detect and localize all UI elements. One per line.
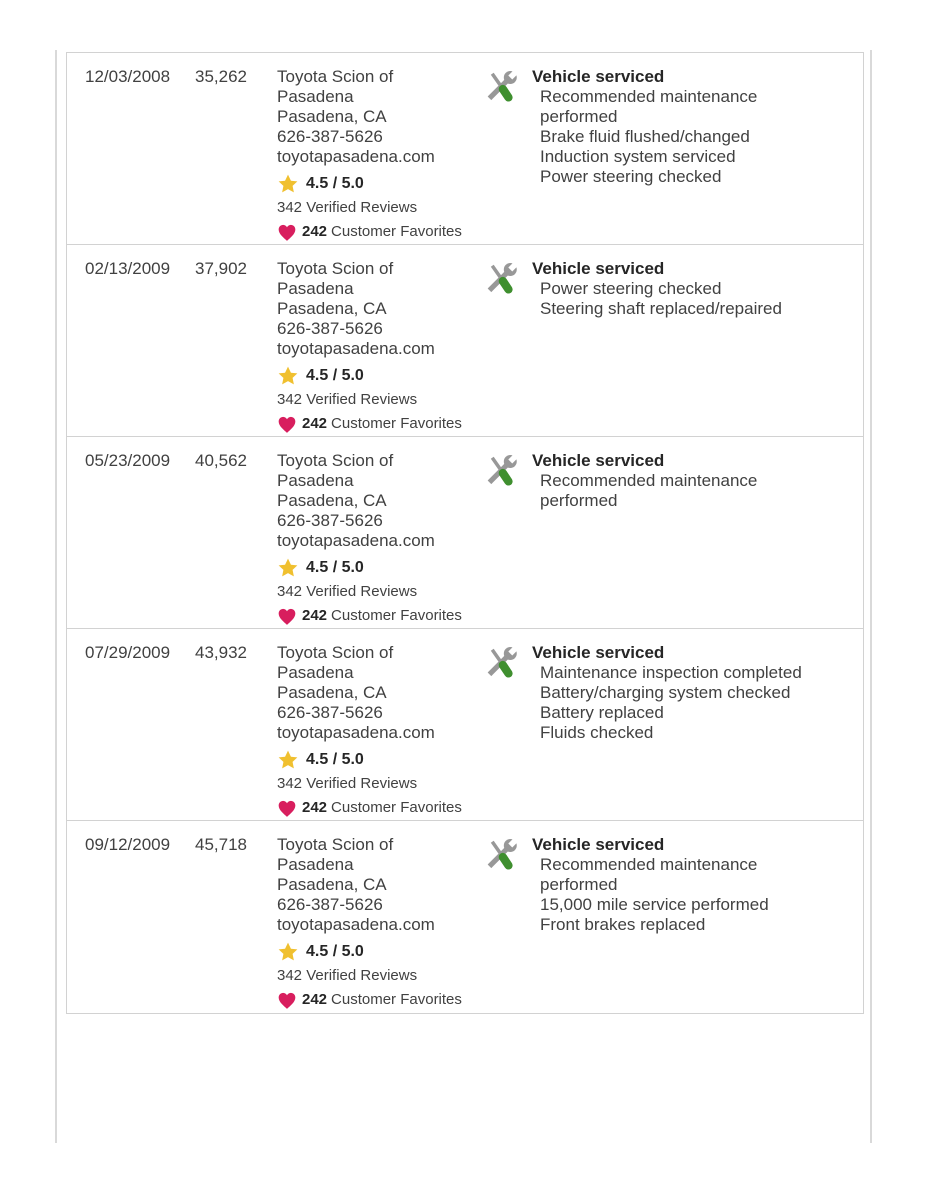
service-title: Vehicle serviced: [532, 451, 665, 470]
service-detail-item: Battery/charging system checked: [540, 683, 791, 702]
service-record-row: [67, 821, 863, 1013]
record-date: 12/03/2008: [85, 67, 171, 86]
dealer-info: [277, 643, 469, 820]
customer-favorites: [277, 797, 469, 819]
service-detail-item: Recommended maintenance performed: [540, 87, 758, 126]
service-detail-item: Battery replaced: [540, 703, 664, 722]
record-mileage: 35,262: [195, 67, 247, 86]
dealer-rating: [277, 556, 469, 580]
star-icon: [277, 557, 299, 579]
service-title: Vehicle serviced: [532, 67, 665, 86]
dealer-name: Toyota Scion of Pasadena: [277, 643, 394, 682]
favorites-label: Customer Favorites: [331, 607, 462, 624]
service-record-row: [67, 437, 863, 629]
dealer-name: Toyota Scion of Pasadena: [277, 67, 394, 106]
record-mileage: 40,562: [195, 451, 247, 470]
service-detail-item: Induction system serviced: [540, 147, 736, 166]
service-history-section: [55, 50, 872, 1143]
service-details: [483, 835, 863, 1013]
service-records-table: [66, 52, 864, 1014]
record-date: 05/23/2009: [85, 451, 171, 470]
service-detail-item: Recommended maintenance performed: [540, 855, 758, 894]
service-title: Vehicle serviced: [532, 643, 665, 662]
service-record-row: [67, 53, 863, 245]
star-icon: [277, 941, 299, 963]
dealer-website-link[interactable]: toyotapasadena.com: [277, 723, 435, 742]
service-title: Vehicle serviced: [532, 259, 665, 278]
service-detail-item: Fluids checked: [540, 723, 654, 742]
rating-value: 4.5 / 5.0: [306, 367, 364, 384]
dealer-rating: [277, 748, 469, 772]
dealer-phone: 626-387-5626: [277, 319, 383, 338]
heart-icon: [277, 415, 297, 434]
wrench-screwdriver-icon: [483, 833, 520, 870]
verified-reviews: 342 Verified Reviews: [277, 199, 418, 216]
favorites-label: Customer Favorites: [331, 223, 462, 240]
favorites-label: Customer Favorites: [331, 991, 462, 1008]
service-details: [483, 643, 863, 820]
dealer-rating: [277, 172, 469, 196]
record-date: 09/12/2009: [85, 835, 171, 854]
dealer-phone: 626-387-5626: [277, 511, 383, 530]
service-title: Vehicle serviced: [532, 835, 665, 854]
service-detail-item: Steering shaft replaced/repaired: [540, 299, 782, 318]
favorites-count: 242: [302, 991, 328, 1008]
record-mileage: 45,718: [195, 835, 247, 854]
rating-value: 4.5 / 5.0: [306, 943, 364, 960]
record-mileage: 43,932: [195, 643, 247, 662]
favorites-count: 242: [302, 607, 328, 624]
rating-value: 4.5 / 5.0: [306, 559, 364, 576]
wrench-screwdriver-icon: [483, 449, 520, 486]
wrench-screwdriver-icon: [483, 65, 520, 102]
favorites-count: 242: [302, 415, 328, 432]
dealer-phone: 626-387-5626: [277, 703, 383, 722]
verified-reviews: 342 Verified Reviews: [277, 967, 418, 984]
dealer-name: Toyota Scion of Pasadena: [277, 259, 394, 298]
customer-favorites: [277, 413, 469, 435]
service-detail-item: Power steering checked: [540, 167, 722, 186]
dealer-name: Toyota Scion of Pasadena: [277, 451, 394, 490]
dealer-name: Toyota Scion of Pasadena: [277, 835, 394, 874]
dealer-website-link[interactable]: toyotapasadena.com: [277, 531, 435, 550]
favorites-label: Customer Favorites: [331, 799, 462, 816]
service-record-row: [67, 629, 863, 821]
rating-value: 4.5 / 5.0: [306, 751, 364, 768]
dealer-location: Pasadena, CA: [277, 875, 387, 894]
service-details: [483, 451, 863, 628]
verified-reviews: 342 Verified Reviews: [277, 583, 418, 600]
dealer-info: [277, 67, 469, 244]
service-detail-item: Recommended maintenance performed: [540, 471, 758, 510]
favorites-count: 242: [302, 799, 328, 816]
star-icon: [277, 173, 299, 195]
customer-favorites: [277, 221, 469, 243]
dealer-phone: 626-387-5626: [277, 895, 383, 914]
service-details: [483, 67, 863, 244]
service-detail-item: Front brakes replaced: [540, 915, 706, 934]
dealer-info: [277, 451, 469, 628]
heart-icon: [277, 799, 297, 818]
service-record-row: [67, 245, 863, 437]
service-detail-item: Power steering checked: [540, 279, 722, 298]
dealer-location: Pasadena, CA: [277, 683, 387, 702]
verified-reviews: 342 Verified Reviews: [277, 775, 418, 792]
heart-icon: [277, 607, 297, 626]
favorites-count: 242: [302, 223, 328, 240]
record-date: 07/29/2009: [85, 643, 171, 662]
star-icon: [277, 365, 299, 387]
record-mileage: 37,902: [195, 259, 247, 278]
dealer-info: [277, 835, 469, 1013]
dealer-location: Pasadena, CA: [277, 299, 387, 318]
wrench-screwdriver-icon: [483, 257, 520, 294]
service-detail-item: 15,000 mile service performed: [540, 895, 769, 914]
star-icon: [277, 749, 299, 771]
dealer-rating: [277, 940, 469, 964]
service-detail-item: Brake fluid flushed/changed: [540, 127, 750, 146]
dealer-rating: [277, 364, 469, 388]
rating-value: 4.5 / 5.0: [306, 175, 364, 192]
dealer-website-link[interactable]: toyotapasadena.com: [277, 915, 435, 934]
dealer-website-link[interactable]: toyotapasadena.com: [277, 339, 435, 358]
service-detail-item: Maintenance inspection completed: [540, 663, 802, 682]
wrench-screwdriver-icon: [483, 641, 520, 678]
record-date: 02/13/2009: [85, 259, 171, 278]
dealer-location: Pasadena, CA: [277, 491, 387, 510]
service-details: [483, 259, 863, 436]
customer-favorites: [277, 989, 469, 1011]
favorites-label: Customer Favorites: [331, 415, 462, 432]
dealer-location: Pasadena, CA: [277, 107, 387, 126]
dealer-phone: 626-387-5626: [277, 127, 383, 146]
verified-reviews: 342 Verified Reviews: [277, 391, 418, 408]
heart-icon: [277, 223, 297, 242]
dealer-info: [277, 259, 469, 436]
customer-favorites: [277, 605, 469, 627]
dealer-website-link[interactable]: toyotapasadena.com: [277, 147, 435, 166]
heart-icon: [277, 991, 297, 1010]
